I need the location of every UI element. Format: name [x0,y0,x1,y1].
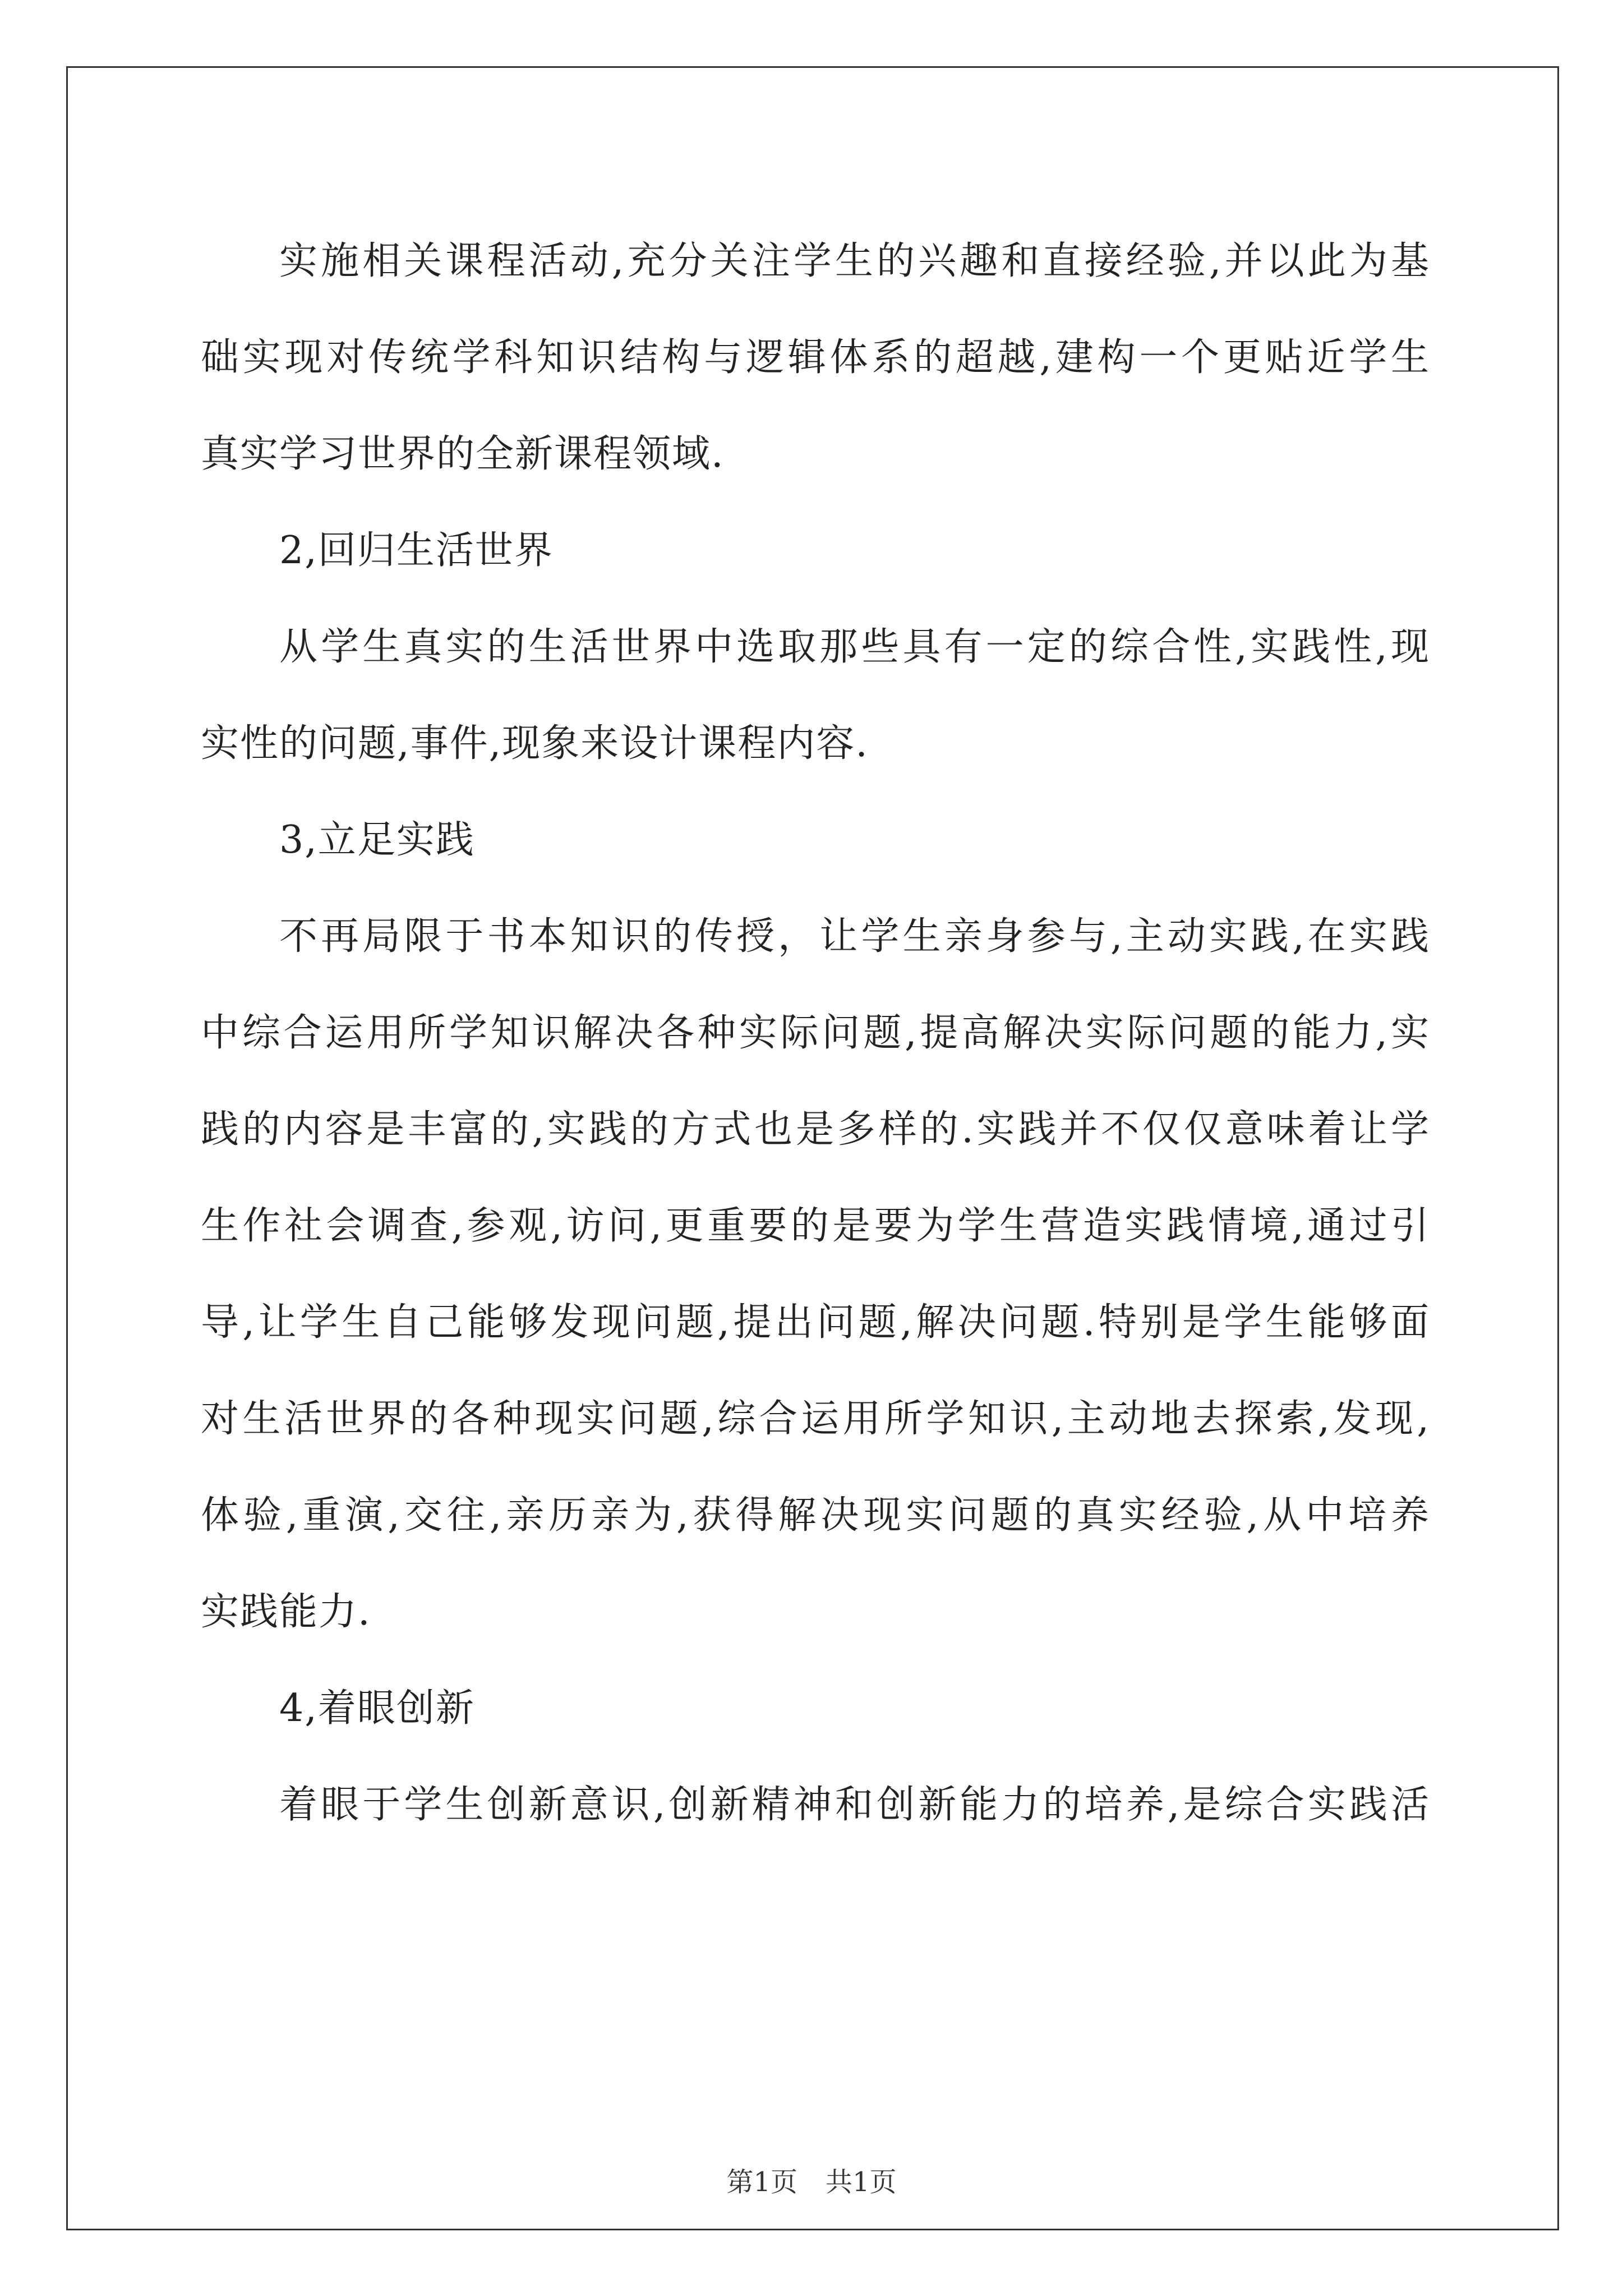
paragraph-line: 践的内容是丰富的,实践的方式也是多样的.实践并不仅仅意味着让学 [201,1107,1430,1152]
page-footer [0,2165,1623,2199]
section-heading: 2,回归生活世界 [279,528,554,573]
paragraph-line: 中综合运用所学知识解决各种实际问题,提高解决实际问题的能力,实 [201,1011,1430,1055]
paragraph-line: 实性的问题,事件,现象来设计课程内容. [201,721,869,766]
paragraph-line: 生作社会调查,参观,访问,更重要的是要为学生营造实践情境,通过引 [201,1204,1430,1248]
document-body [201,213,1430,1853]
page-number-total: 共1页 [826,2166,897,2198]
paragraph-line: 对生活世界的各种现实问题,综合运用所学知识,主动地去探索,发现, [201,1397,1430,1441]
section-heading: 4,着眼创新 [279,1686,475,1731]
paragraph-line: 从学生真实的生活世界中选取那些具有一定的综合性,实践性,现 [279,625,1430,669]
paragraph-line: 真实学习世界的全新课程领域. [201,432,725,476]
paragraph-line: 体验,重演,交往,亲历亲为,获得解决现实问题的真实经验,从中培养 [201,1493,1430,1538]
paragraph-line: 着眼于学生创新意识,创新精神和创新能力的培养,是综合实践活 [279,1783,1430,1827]
paragraph-line: 实践能力. [201,1590,371,1634]
section-heading: 3,立足实践 [279,818,475,862]
paragraph-line: 导,让学生自己能够发现问题,提出问题,解决问题.特别是学生能够面 [201,1300,1430,1345]
paragraph-line: 础实现对传统学科知识结构与逻辑体系的超越,建构一个更贴近学生 [201,335,1430,380]
page-number-current: 第1页 [726,2166,797,2198]
paragraph-line: 不再局限于书本知识的传授，让学生亲身参与,主动实践,在实践 [279,914,1430,959]
paragraph-line: 实施相关课程活动,充分关注学生的兴趣和直接经验,并以此为基 [279,239,1430,283]
